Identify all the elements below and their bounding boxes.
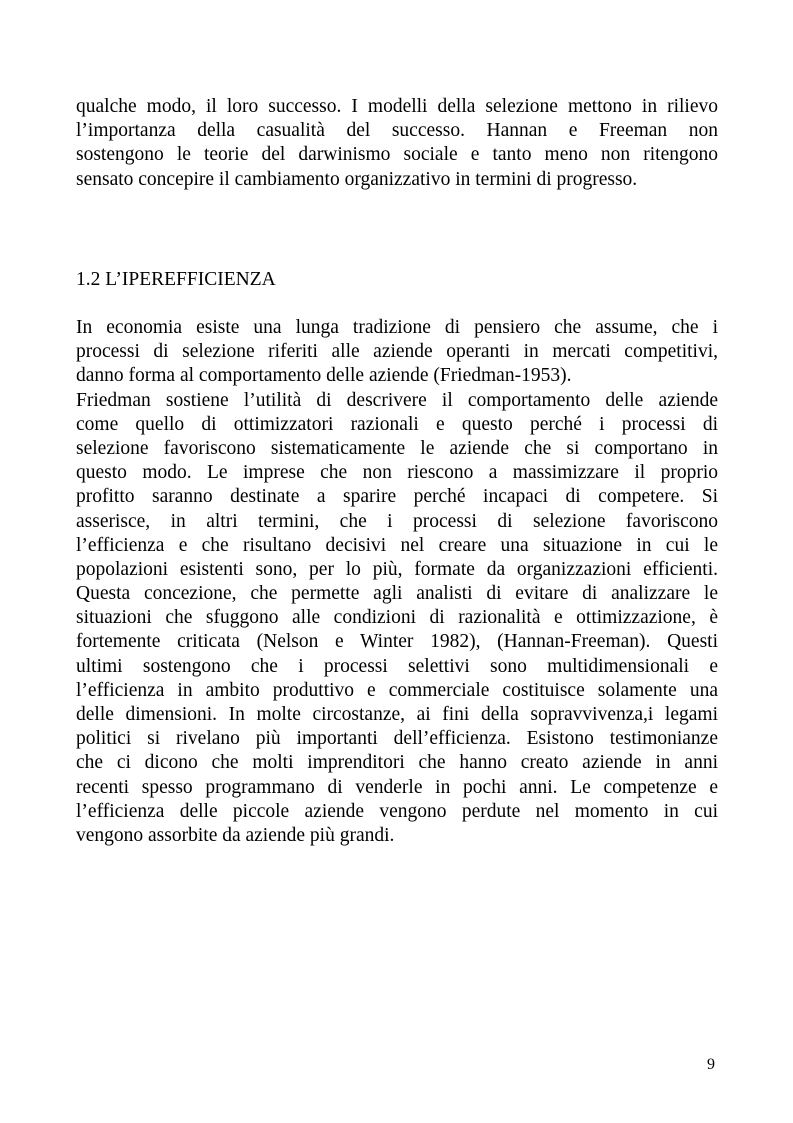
text-line: l’efficienza delle piccole aziende vengono perdute nel momento in cui <box>76 800 718 822</box>
paragraph-two <box>76 389 718 849</box>
text-line: ultimi sostengono che i processi selettivi sono multidimensionali e <box>76 655 718 677</box>
page-number: 9 <box>707 1056 715 1073</box>
text-line: situazioni che sfuggono alle condizioni di razionalità e ottimizzazione, è <box>76 607 718 629</box>
text-line: asserisce, in altri termini, che i processi di selezione favoriscono <box>76 510 718 532</box>
text-line: sensato concepire il cambiamento organizzativo in termini di progresso. <box>76 168 638 190</box>
text-line: In economia esiste una lunga tradizione di pensiero che assume, che i <box>76 317 718 338</box>
text-line: fortemente criticata (Nelson e Winter 1982), (Hannan-Freeman). Questi <box>76 631 718 653</box>
text-line: delle dimensioni. In molte circostanze, ai fini della sopravvivenza,i legami <box>76 704 718 726</box>
text-line: che ci dicono che molti imprenditori che hanno creato aziende in anni <box>76 752 718 774</box>
text-line: profitto saranno destinate a sparire perché incapaci di competere. Si <box>76 486 718 508</box>
section-heading: 1.2 L’IPEREFFICIENZA <box>76 269 276 290</box>
text-line: processi di selezione riferiti alle aziende operanti in mercati competitivi, <box>76 341 718 363</box>
text-line: Friedman sostiene l’utilità di descrivere il comportamento delle aziende <box>76 389 718 411</box>
text-line: politici si rivelano più importanti dell’efficienza. Esistono testimonianze <box>76 728 718 750</box>
paragraph-one <box>76 316 718 389</box>
text-line: Questa concezione, che permette agli analisti di evitare di analizzare le <box>76 583 718 605</box>
text-line: selezione favoriscono sistematicamente le aziende che si comportano in <box>76 437 718 459</box>
text-line: popolazioni esistenti sono, per lo più, formate da organizzazioni efficienti. <box>76 558 718 580</box>
text-line: recenti spesso programmano di venderle in pochi anni. Le competenze e <box>76 776 718 798</box>
text-line: sostengono le teorie del darwinismo sociale e tanto meno non ritengono <box>76 144 718 166</box>
text-line: l’importanza della casualità del successo. Hannan e Freeman non <box>76 120 718 142</box>
text-line: come quello di ottimizzatori razionali e questo perché i processi di <box>76 413 718 435</box>
text-line: danno forma al comportamento delle aziende (Friedman-1953). <box>76 365 572 387</box>
text-line: qualche modo, il loro successo. I modelli della selezione mettono in rilievo <box>76 96 718 117</box>
text-line: vengono assorbite da aziende più grandi. <box>76 824 395 846</box>
text-line: l’efficienza in ambito produttivo e commerciale costituisce solamente una <box>76 679 718 701</box>
text-line: l’efficienza e che risultano decisivi nel creare una situazione in cui le <box>76 534 718 556</box>
text-line: questo modo. Le imprese che non riescono a massimizzare il proprio <box>76 462 718 484</box>
paragraph-top <box>76 95 718 192</box>
